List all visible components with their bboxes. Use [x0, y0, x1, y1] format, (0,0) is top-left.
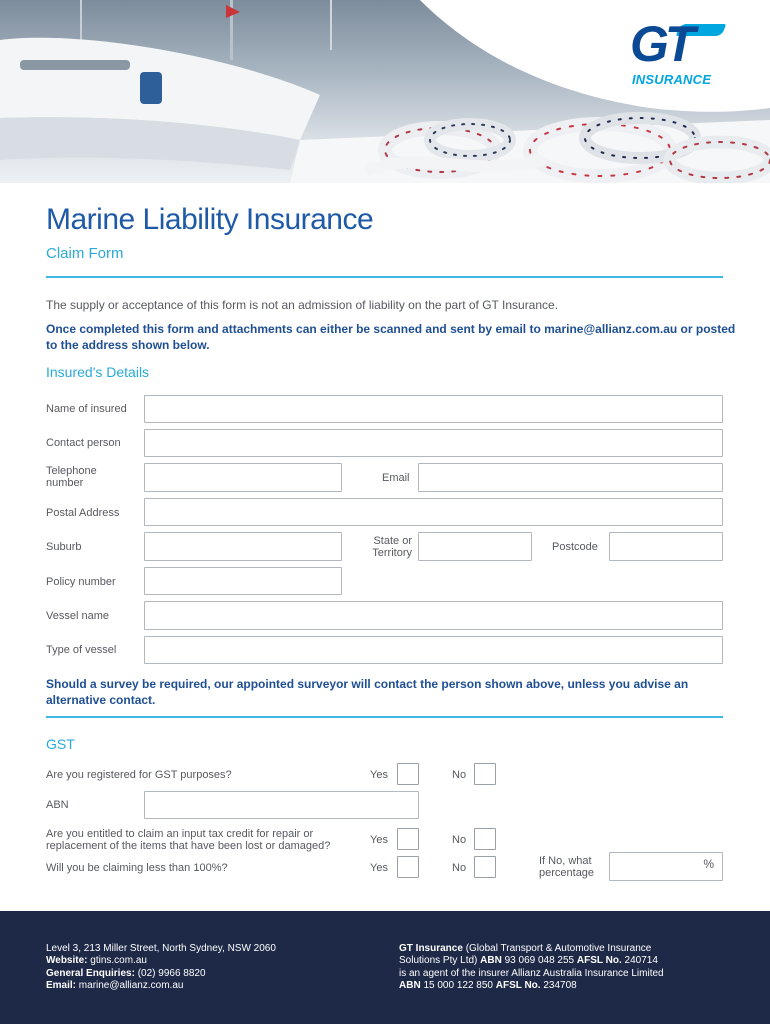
insurer-abn-label: ABN	[399, 979, 421, 991]
company-afsl: 240714	[624, 955, 658, 967]
contact-person-field[interactable]	[144, 429, 723, 457]
survey-note: Should a survey be required, our appointed surveyor will contact the person shown above, unless you advise an alternative contact.	[46, 677, 689, 707]
claiming-less-question: Will you be claiming less than 100%?	[46, 862, 228, 874]
website-link[interactable]: gtins.com.au	[90, 955, 147, 967]
telephone-number-field[interactable]	[144, 463, 342, 492]
suburb-field[interactable]	[144, 532, 342, 561]
gt-insurance-logo	[628, 18, 728, 88]
section-heading-insured-details: Insured's Details	[46, 364, 150, 380]
state-or-territory-label: State or Territory	[372, 535, 412, 559]
insurer-afsl: 234708	[543, 979, 577, 991]
contact-person-label: Contact person	[46, 437, 121, 449]
website-label: Website:	[46, 955, 88, 967]
abn-label-footer: ABN	[480, 955, 502, 967]
email-link[interactable]: marine@allianz.com.au	[78, 979, 184, 991]
logo-mark: GT	[630, 16, 692, 72]
liability-disclaimer: The supply or acceptance of this form is not an admission of liability on the part of GT Insurance.	[46, 298, 559, 312]
enquiries-phone: (02) 9966 8820	[137, 967, 206, 979]
email-field[interactable]	[418, 463, 723, 492]
gst-registered-yes-checkbox[interactable]	[397, 763, 419, 785]
footer-contact	[46, 943, 276, 992]
enquiries-label: General Enquiries:	[46, 967, 135, 979]
email-label-footer: Email:	[46, 979, 77, 991]
submission-instructions: Once completed this form and attachments can either be scanned and sent by email to marine@allianz.com.au or posted to the address shown below.	[46, 322, 736, 352]
company-name: GT Insurance	[399, 943, 463, 954]
gst-registered-question: Are you registered for GST purposes?	[46, 769, 232, 781]
divider	[46, 716, 723, 718]
postal-address-label: Postal Address	[46, 507, 120, 519]
name-of-insured-field[interactable]	[144, 395, 723, 423]
no-label: No	[452, 862, 467, 874]
abn-label: ABN	[46, 799, 69, 811]
state-or-territory-field[interactable]	[418, 532, 532, 561]
type-of-vessel-label: Type of vessel	[46, 644, 117, 656]
yes-label: Yes	[370, 862, 388, 874]
email-label: Email	[382, 472, 410, 484]
company-abn: 93 069 048 255	[504, 955, 575, 967]
yes-label: Yes	[370, 834, 388, 846]
agent-statement: is an agent of the insurer Allianz Australia Insurance Limited	[399, 967, 664, 979]
gst-registered-no-checkbox[interactable]	[474, 763, 496, 785]
yes-label: Yes	[370, 769, 388, 781]
percentage-field[interactable]	[609, 852, 723, 881]
percentage-label: If No, what percentage	[539, 855, 595, 879]
input-tax-no-checkbox[interactable]	[474, 828, 496, 850]
no-label: No	[452, 769, 467, 781]
footer-company-info	[399, 943, 664, 992]
claiming-less-yes-checkbox[interactable]	[397, 856, 419, 878]
header-photo	[0, 0, 770, 183]
input-tax-credit-question: Are you entitled to claim an input tax credit for repair or replacement of the items that have been lost or damaged?	[46, 828, 331, 852]
page-subtitle: Claim Form	[46, 245, 124, 262]
policy-number-label: Policy number	[46, 576, 116, 588]
claiming-less-no-checkbox[interactable]	[474, 856, 496, 878]
policy-number-field[interactable]	[144, 567, 342, 595]
percent-sign: %	[703, 857, 714, 871]
postcode-field[interactable]	[609, 532, 723, 561]
vessel-name-field[interactable]	[144, 601, 723, 630]
postcode-label: Postcode	[552, 541, 598, 553]
telephone-number-label: Telephone number	[46, 465, 97, 489]
company-full-name: (Global Transport & Automotive Insurance	[465, 943, 652, 954]
insurer-afsl-label: AFSL No.	[495, 979, 541, 991]
no-label: No	[452, 834, 467, 846]
postal-address-field[interactable]	[144, 498, 723, 526]
section-heading-gst: GST	[46, 736, 75, 752]
type-of-vessel-field[interactable]	[144, 636, 723, 664]
page-title: Marine Liability Insurance	[46, 203, 374, 236]
insurer-abn: 15 000 122 850	[423, 979, 493, 991]
company-full-name-cont: Solutions Pty Ltd)	[399, 955, 478, 967]
afsl-label: AFSL No.	[576, 955, 622, 967]
footer-address: Level 3, 213 Miller Street, North Sydney, NSW 2060	[46, 943, 276, 954]
logo-wordmark: INSURANCE	[632, 72, 712, 87]
footer	[0, 911, 770, 1024]
abn-field[interactable]	[144, 791, 419, 819]
input-tax-yes-checkbox[interactable]	[397, 828, 419, 850]
name-of-insured-label: Name of insured	[46, 403, 127, 415]
divider	[46, 276, 723, 278]
suburb-label: Suburb	[46, 541, 82, 553]
vessel-name-label: Vessel name	[46, 610, 109, 622]
